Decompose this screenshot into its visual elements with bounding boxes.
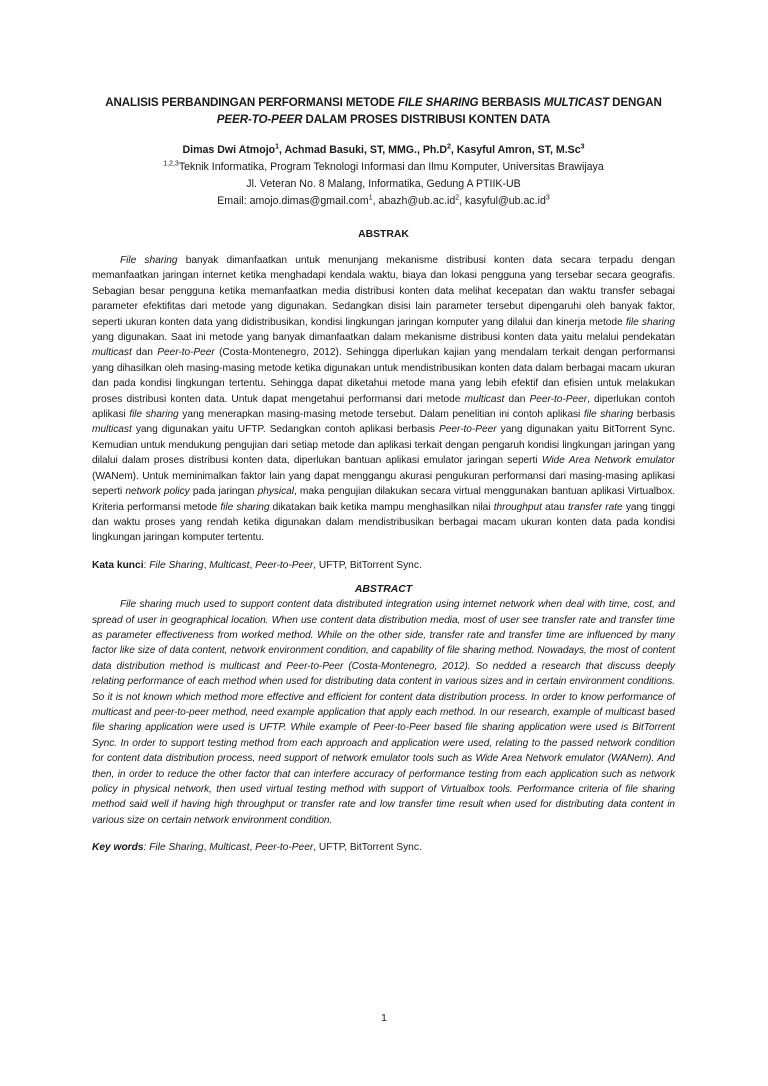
page-number: 1 [381,1013,387,1024]
paper-page [92,94,675,856]
abstrak-heading: ABSTRAK [358,229,409,240]
author-block [92,142,675,210]
author-emails: Email: amojo.dimas@gmail.com$^1$, $abazh@ub.ac.id^2$, $kasyful@ub.ac.id^3$ [217,194,550,207]
key-words: Key words: File Sharing, Multicast, Peer-to-Peer, UFTP, BitTorrent Sync. [92,842,422,854]
kata-kunci: Kata kunci: File Sharing, Multicast, Peer-to-Peer, UFTP, BitTorrent Sync. [92,559,422,571]
title-line-2: PEER-TO-PEER DALAM PROSES DISTRIBUSI KONTEN DATA [216,113,551,126]
author-names: Dimas Dwi Atmojo$^1$, Achmad Basuki, ST, MMG., $Ph.D^2$, Kasyful Amron, ST, M.Sc$^3$ [182,143,585,156]
author-address: Jl. Veteran No. 8 Malang, Informatika, Gedung A PTIIK-UB [246,178,521,190]
author-affiliation: $^{1,2,3}$Teknik Informatika, Program Teknologi Informasi dan Ilmu Komputer, Universitas Brawijaya [163,160,604,173]
title-line-1: ANALISIS PERBANDINGAN PERFORMANSI METODE FILE SHARING BERBASIS MULTICAST DENGAN [105,96,662,109]
abstract-heading: ABSTRACT [354,584,413,596]
abstrak-paragraph: File sharing banyak dimanfaatkan untuk menunjang mekanisme distribusi konten data secara terpadu dengan memanfaatkan jaringan internet ketika menghadapi kendala waktu, biaya dan lokasi pengguna yang tersebar secara geografis. Sebagian besar pengguna ketika memanfaatkan media distribusi konten data melihat kecepatan dan waktu transfer sebagai parameter efektifitas dari metode yang digunakan. Sedangkan disisi lain parameter tersebut dipengaruhi oleh banyak faktor, seperti ukuran konten data yang didistribusikan, kondisi lingkungan jaringan komputer yang dilalui dan kinerja metode file sharing yang digunakan. Saat ini metode yang banyak dimanfaatkan dalam mekanisme distribusi konten data yaitu melalui pendekatan multicast dan Peer-to-Peer (Costa-Montenegro, 2012). Sehingga diperlukan kajian yang mendalam terkait dengan performansi yang dihasilkan oleh masing-masing metode ketika digunakan untuk mendistribusikan konten data dalam berbagai macam ukuran dan pada kondisi lingkungan tertentu. Sehingga dapat diketahui metode mana yang lebih efektif dan efisien untuk melakukan proses distribusi konten data. Untuk dapat mengetahui performansi dari metode multicast dan Peer-to-Peer, diperlukan contoh aplikasi file sharing yang menerapkan masing-masing metode tersebut. Dalam penelitian ini contoh aplikasi file sharing berbasis multicast yang digunakan yaitu UFTP. Sedangkan contoh aplikasi berbasis Peer-to-Peer yang digunakan yaitu BitTorrent Sync. Kemudian untuk mendukung pengujian dari setiap metode dan aplikasi terkait dengan pengaruh kondisi lingkungan jaringan yang dilalui dalam proses distribusi konten data, diperlukan bantuan aplikasi emulator jaringan seperti Wide Area Network emulator (WANem). Untuk meminimalkan faktor lain yang dapat menggangu akurasi pengukuran performansi dari masing-masing aplikasi seperti network policy pada jaringan physical, maka pengujian dilakukan secara virtual menggunakan bantuan aplikasi Virtualbox. Kriteria performansi metode file sharing dikatakan baik ketika mampu menghasilkan nilai throughput atau transfer rate yang tinggi dan waktu proses yang rendah ketika digunakan dalam mendistribusikan berbagai macam ukuran konten data pada kondisi lingkungan jaringan komputer tertentu. [92,255,676,544]
paper-title [92,94,675,128]
abstract-paragraph: File sharing much used to support content data distributed integration using internet network when deal with time, cost, and spread of user in geographical location. When use content data distribution media, most of user see transfer rate and transfer time as parameter effectiveness from worked method. While on the other side, transfer rate and transfer time are influenced by many factor like size of data content, network environment condition, and capability of file sharing method. Nowadays, the most of content data distribution method is multicast and Peer-to-Peer (Costa-Montenegro, 2012). So nedded a research that discuss deeply relating performance of each method when used for distributing data content in various sizes and in certain environment conditions. So it is not known which method more effective and efficient for content data distribution process. In order to know performance of multicast and peer-to-peer method, need example application that apply each method. In our research, example of multicast based file sharing application were used is UFTP. While example of Peer-to-Peer based file sharing application were used is BitTorrent Sync. In order to support testing method from each approach and application were used, relating to the passed network condition for content data distribution process, need support of network emulator tools such as Wide Area Network emulator (WANem). And then, in order to reduce the other factor that can interfere accuracy of performance testing from each application such as network policy in physical network, then used virtual testing method with support of Virtualbox tools. Performance criteria of file sharing method said well if having high throughput or transfer rate and low transfer time result when used for distributing data content in various size on certain network environment condition. [92,599,675,826]
